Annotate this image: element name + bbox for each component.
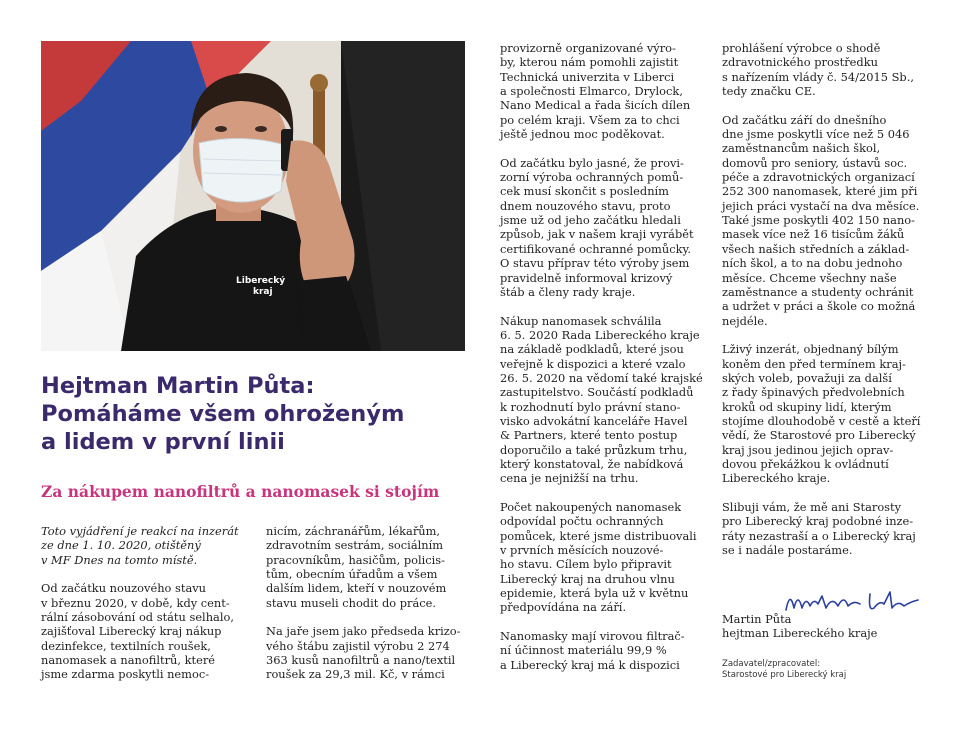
paragraph: Od začátku bylo jasné, že provi- zorní výroba ochranných pomů- cek musí skončit s posledním dnem nouzového stavu, proto jsme už od jeho začátku hledali způsob, jak v našem kraji vyrábět certifikované ochranné pomůcky. O stavu příprav této výroby jsem pravidelně informoval krizový štáb a členy rady kraje. xyxy=(500,155,694,299)
paragraph: Od začátku nouzového stavu v březnu 2020, v době, kdy cent- rální zásobování od státu selhalo, zajišťoval Liberecký kraj nákup dezinfekce, textilních roušek, nanomasek a nanofiltrů, které jsme zdarma poskytli nemoc- xyxy=(41,581,234,682)
paragraph: Lživý inzerát, objednaný bílým koněm den před termínem kraj- ských voleb, považuji za další z řady špinavých předvolebních kroků od skupiny lidí, kterým stojíme dlouhodobě v cestě a kteří vědí, že Starostové pro Liberecký kraj jsou jedinou jejich oprav- dovou překážkou k ovládnutí Libereckého kraje. xyxy=(722,342,921,486)
photo-illustration xyxy=(41,41,465,351)
paragraph: Nákup nanomasek schválila 6. 5. 2020 Rada Libereckého kraje na základě podkladů, které jsou veřejně k dispozici a které vzalo 26. 5. 2020 na vědomí také krajské zastupitelstvo. Součástí podkladů k rozhodnutí bylo právní stano- visko advokátní kanceláře Havel & Partners, které tento postup doporučilo a také průzkum trhu, který konstatoval, že nabídková cena je nejnižší na trhu. xyxy=(500,313,703,486)
page-headline xyxy=(41,372,471,456)
headline-line-1: Hejtman Martin Půta: xyxy=(41,373,315,399)
article-column-2 xyxy=(266,524,481,696)
shirt-logo-line2: kraj xyxy=(253,287,273,297)
shirt-logo-line1: Liberecký xyxy=(236,276,286,286)
signature-title: hejtman Libereckého kraje xyxy=(722,626,878,641)
paragraph: Od začátku září do dnešního dne jsme poskytli více než 5 046 zaměstnancům našich škol, domovů pro seniory, ústavů soc. péče a zdravotnických organizací 252 300 nanomasek, které jim při jejich práci vystačí na dva měsíce. Také jsme poskytli 402 150 nano- masek více než 16 tisícům žáků všech našich středních a základ- ních škol, a to na dobu jednoho měsíce. Chceme všechny naše zaměstnance a studenty ochránit a udržet v práci a škole co možná nejdéle. xyxy=(722,112,920,328)
intro-note: Toto vyjádření je reakcí na inzerát ze dne 1. 10. 2020, otištěný v MF Dnes na tomto místě. xyxy=(41,524,239,567)
credit-line-2: Starostové pro Liberecký kraj xyxy=(722,670,847,680)
credit-line-1: Zadavatel/zpracovatel: xyxy=(722,659,821,669)
signature-name: Martin Půta xyxy=(722,612,792,626)
paragraph: nicím, záchranářům, lékařům, zdravotním sestrám, sociálním pracovníkům, hasičům, policis- tům, obecním úřadům a všem dalším lidem, kteří v nouzovém stavu museli chodit do práce. xyxy=(266,524,447,610)
paragraph: Na jaře jsem jako předseda krizo- vého štábu zajistil výrobu 2 274 363 kusů nanofiltrů a nano/textil roušek za 29,3 mil. Kč, v rámci xyxy=(266,624,461,682)
hejtman-photo xyxy=(41,41,465,351)
paragraph: Slibuji vám, že mě ani Starosty pro Liberecký kraj podobné inze- ráty nezastraší a o Liberecký kraj se i nadále postaráme. xyxy=(722,500,916,558)
page-subheadline: Za nákupem nanofiltrů a nanomasek si stojím xyxy=(41,482,440,501)
article-column-3 xyxy=(500,41,705,686)
headline-line-3: a lidem v první linii xyxy=(41,429,285,455)
article-column-1 xyxy=(41,524,261,696)
paragraph: provizorně organizované výro- by, kterou nám pomohli zajistit Technická univerzita v Liberci a společnosti Elmarco, Drylock, Nano Medical a řada šicích dílen po celém kraji. Všem za to chci ještě jednou moc poděkovat. xyxy=(500,41,691,142)
paragraph: Nanomasky mají virovou filtrač- ní účinnost materiálu 99,9 % a Liberecký kraj má k dispozici xyxy=(500,629,685,672)
paragraph: prohlášení výrobce o shodě zdravotnického prostředku s nařízením vlády č. 54/2015 Sb., tedy značku CE. xyxy=(722,41,914,99)
headline-line-2: Pomáháme všem ohroženým xyxy=(41,401,405,427)
signature-block xyxy=(722,612,877,641)
article-column-4 xyxy=(722,41,927,572)
paragraph: Počet nakoupených nanomasek odpovídal počtu ochranných pomůcek, které jsme distribuovali v prvních měsících nouzové- ho stavu. Cílem bylo připravit Liberecký kraj na druhou vlnu epidemie, která byla už v květnu předpovídána na září. xyxy=(500,500,697,615)
ad-credit xyxy=(722,659,846,681)
